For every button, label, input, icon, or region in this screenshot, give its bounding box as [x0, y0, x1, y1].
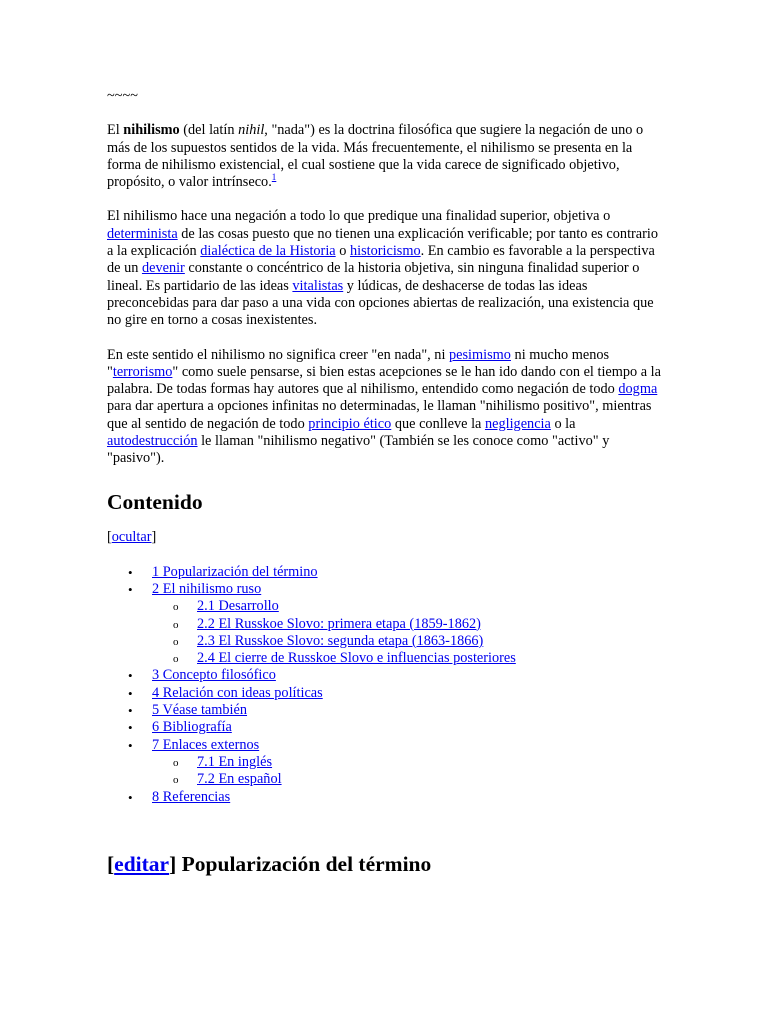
bullet-icon: •	[128, 789, 133, 805]
edit-section-link[interactable]: editar	[114, 852, 170, 876]
section-title: Popularización del término	[181, 852, 432, 876]
toc-link[interactable]: 5 Véase también	[152, 702, 248, 719]
text-span: le llaman "nihilismo negativo" (También se les conoce como "activo" y "pasivo").	[107, 433, 610, 467]
toc-link[interactable]: 6 Bibliografía	[152, 719, 232, 736]
link-pesimismo[interactable]: pesimismo	[449, 346, 511, 363]
latin-term-italic: nihil	[238, 122, 265, 139]
bracket-close: ]	[151, 528, 157, 545]
toc-item	[107, 581, 662, 667]
circle-bullet-icon: o	[173, 618, 179, 631]
toc-subitem	[107, 650, 662, 667]
toc-sublist	[152, 598, 662, 667]
link-determinista[interactable]: determinista	[107, 225, 178, 242]
text-span: El nihilismo hace una negación a todo lo que predique una finalidad superior, objetiva o	[107, 208, 611, 225]
toc-sublink[interactable]: 2.4 El cierre de Russkoe Slovo e influencias posteriores	[197, 650, 516, 667]
text-span: El	[107, 122, 124, 139]
bullet-icon: •	[128, 737, 133, 753]
bracket-open: [	[107, 528, 112, 545]
intro-paragraph-3	[107, 347, 662, 468]
separator-text: ~~~~	[107, 88, 138, 104]
reference-link-1[interactable]: 1	[271, 172, 277, 183]
toc-link[interactable]: 4 Relación con ideas políticas	[152, 684, 323, 701]
toc-item	[107, 702, 662, 719]
toc-subitem	[107, 616, 662, 633]
link-autodestruccion[interactable]: autodestrucción	[107, 433, 198, 450]
bullet-icon: •	[128, 668, 133, 684]
link-negligencia[interactable]: negligencia	[484, 415, 551, 432]
toc-subitem	[107, 754, 662, 771]
link-vitalistas[interactable]: vitalistas	[292, 277, 344, 294]
bracket-close: ]	[169, 852, 182, 876]
toc-sublink[interactable]: 2.3 El Russkoe Slovo: segunda etapa (1863-1866)	[197, 632, 484, 649]
toc-item	[107, 685, 662, 702]
section-heading	[107, 851, 431, 877]
link-dialectica-historia[interactable]: dialéctica de la Historia	[200, 243, 336, 260]
bullet-icon: •	[128, 703, 133, 719]
toc-subitem	[107, 771, 662, 788]
toc-subitem	[107, 633, 662, 650]
toc-link[interactable]: 3 Concepto filosófico	[152, 667, 276, 684]
toc-sublink[interactable]: 7.1 En inglés	[197, 753, 273, 770]
intro-paragraph-1	[107, 122, 662, 191]
toc-sublink[interactable]: 2.1 Desarrollo	[197, 598, 279, 615]
text-span: de las cosas puesto que no tienen una explicación verificable; por tanto es contrario a la explicación	[107, 225, 659, 260]
toc-item	[107, 737, 662, 789]
bracket-open: [	[107, 852, 115, 876]
toc-subitem	[107, 598, 662, 615]
toc-sublink[interactable]: 2.2 El Russkoe Slovo: primera etapa (1859-1862)	[197, 615, 481, 632]
text-span: . En cambio es favorable a la perspectiva de un	[107, 243, 655, 277]
toc-list	[107, 564, 662, 806]
link-devenir[interactable]: devenir	[141, 260, 185, 277]
toc-link[interactable]: 1 Popularización del término	[152, 563, 318, 580]
toc-item	[107, 667, 662, 684]
bullet-icon: •	[128, 581, 133, 597]
link-terrorismo[interactable]: terrorismo	[112, 363, 173, 380]
article-body	[107, 88, 662, 806]
text-span: En este sentido el nihilismo no significa creer "en nada", ni	[107, 346, 449, 363]
bullet-icon: •	[128, 685, 133, 701]
circle-bullet-icon: o	[173, 601, 179, 614]
text-span: y lúdicas, de deshacerse de todas las ideas preconcebidas para dar paso a una vida con opciones abiertas de realización, una existencia que no gire en torno a cosas inexistentes.	[107, 277, 654, 329]
bullet-icon: •	[128, 720, 133, 736]
circle-bullet-icon: o	[173, 653, 179, 666]
toc-sublink[interactable]: 7.2 En español	[197, 771, 282, 788]
toc-title: Contenido	[107, 489, 203, 514]
text-span: " como suele pensarse, si bien estas acepciones se le han ido dando con el tiempo a la palabra. De todas formas hay autores que al nihilismo, entendido como negación de todo	[107, 363, 661, 398]
toc-item	[107, 564, 662, 581]
intro-paragraph-2	[107, 208, 662, 329]
link-historicismo[interactable]: historicismo	[349, 243, 421, 260]
toc-item	[107, 719, 662, 736]
toc-hide-link[interactable]: ocultar	[111, 528, 152, 545]
text-span: (del latín	[179, 122, 239, 139]
text-span: , "nada") es la doctrina filosófica que sugiere la negación de uno o más de los supuestos sentidos de la vida. Más frecuentemente, el nihilismo se presenta en la forma de nihilismo existencial, el cual sostiene que la vida carece de significado objetivo, propósito, o valor intrínseco.	[107, 122, 644, 191]
circle-bullet-icon: o	[173, 774, 179, 787]
text-span: que conlleve la	[391, 415, 485, 432]
term-bold: nihilismo	[123, 122, 180, 139]
link-principio-etico[interactable]: principio ético	[308, 415, 392, 432]
toc-item	[107, 789, 662, 806]
text-span: constante o concéntrico de la historia objetiva, sin ninguna finalidad superior o lineal. Es partidario de las ideas	[107, 260, 640, 294]
toc-link[interactable]: 7 Enlaces externos	[152, 736, 260, 753]
link-dogma[interactable]: dogma	[618, 381, 658, 398]
text-span: ni mucho menos "	[107, 346, 610, 380]
circle-bullet-icon: o	[173, 635, 179, 648]
toc-toggle	[107, 529, 662, 546]
toc-link[interactable]: 2 El nihilismo ruso	[152, 580, 262, 597]
toc-link[interactable]: 8 Referencias	[152, 788, 231, 805]
text-span: para dar apertura a opciones infinitas no determinadas, le llaman "nihilismo positivo", mientras que al sentido de negación de todo	[107, 398, 652, 432]
bullet-icon: •	[128, 564, 133, 580]
circle-bullet-icon: o	[173, 756, 179, 769]
text-span: o la	[550, 415, 576, 432]
toc-sublist	[152, 754, 662, 789]
text-span: o	[335, 243, 350, 260]
